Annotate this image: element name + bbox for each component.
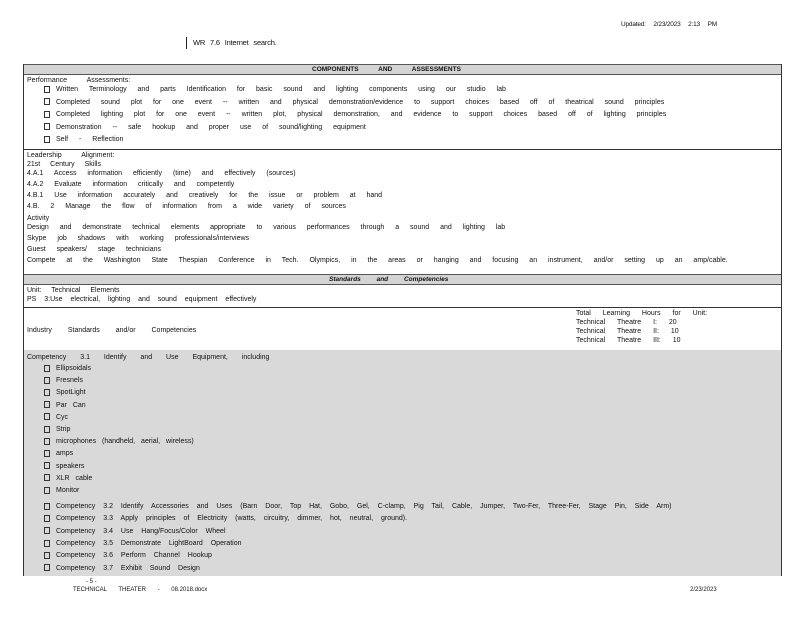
equipment-item-text: microphones (handheld, aerial, wireless) [56,438,194,446]
competency-item [44,514,407,523]
bullet-icon [44,450,50,457]
performance-item-text: Completed lighting plot for one event -- written plot, physical demonstration, and evidence to support choices based off of lighting principles [56,111,667,118]
skill-item [27,191,382,200]
equipment-item [44,437,194,446]
skill-item [27,180,234,189]
performance-item [44,123,366,132]
equipment-item [44,474,92,483]
performance-item-text: Completed sound plot for one event -- written and physical demonstration/evidence to support choices based off of theatrical sound principles [56,98,665,106]
bullet-icon [44,86,50,93]
equipment-item-text: Cyc [56,413,69,421]
competency-item [44,564,200,573]
bullet-icon [44,487,50,494]
equipment-item [44,364,91,373]
industry-label: Industry Standards and/or Competencies [27,327,197,334]
equipment-item-text: Monitor [56,487,80,494]
hours-line [576,309,707,318]
activity-item-text: Design and demonstrate technical elements appropriate to various performances through a sound and lighting lab [27,224,506,231]
competency-item-text: Competency 3.6 Perform Channel Hookup [56,552,212,560]
skills-title: 21st Century Skills [27,161,101,168]
skill-item-text: 4.B. 2 Manage the flow of information from a wide variety of sources [27,203,346,210]
bullet-icon [44,503,50,510]
unit-standard: PS 3:Use electrical, lighting and sound equipment effectively [27,296,257,303]
competency-heading: Competency 3.1 Identify and Use Equipment, including [27,354,270,361]
bullet-icon [44,389,50,396]
competency-item-text: Competency 3.5 Demonstrate LightBoard Operation [56,539,242,547]
bullet-icon [44,365,50,372]
equipment-item-text: speakers [56,462,85,470]
equipment-item-text: Par Can [56,401,86,409]
equipment-item-text: Strip [56,426,71,433]
equipment-item [44,462,84,471]
bullet-icon [44,401,50,408]
competency-item [44,527,226,536]
equipment-item [44,425,70,434]
bullet-icon [44,123,50,130]
skill-item-text: 4.A.2 Evaluate information critically and competently [27,181,235,188]
equipment-item-text: Ellipsoidals [56,365,92,372]
performance-item [44,85,506,94]
hours-line [576,336,681,345]
activity-item [27,234,249,243]
bullet-icon [44,462,50,469]
activity-item-text: Compete at the Washington State Thespian Conference in Tech. Olympics, in the areas or hanging and focusing an instrument, and/or setting up an amp/cable. [27,257,728,264]
competency-item-text: Competency 3.2 Identify Accessories and Uses (Barn Door, Top Hat, Gobo, Gel, C-clamp, Pig Tail, Cable, Jumper, Two-Fer, Three-Fer, Stage Pin, Side Arm) [56,503,672,510]
bullet-icon [44,527,50,534]
bullet-icon [44,474,50,481]
hours-line [576,327,679,336]
page-number: - 5 - [86,579,97,585]
skill-item-text: 4.A.1 Access information efficiently (time) and effectively (sources) [27,170,296,177]
equipment-item [44,413,68,422]
updated-timestamp: Updated: 2/23/2023 2:13 PM [621,21,717,28]
performance-item [44,135,123,144]
skill-item [27,169,296,178]
hours-line-text: Technical Theatre III: 10 [576,337,681,344]
competency-item [44,502,671,511]
equipment-item-text: XLR cable [56,474,93,482]
footer-date: 2/23/2023 [690,587,717,593]
bullet-icon [44,111,50,118]
equipment-item [44,449,73,458]
band-title: COMPONENTS AND ASSESSMENTS [312,66,461,73]
competency-item-text: Competency 3.4 Use Hang/Focus/Color Wheel [56,527,226,535]
bullet-icon [44,552,50,559]
hours-line-text: Total Learning Hours for Unit: [576,310,708,317]
activity-title: Activity [27,215,50,222]
competency-item-text: Competency 3.7 Exhibit Sound Design [56,564,200,572]
performance-item-text: Written Terminology and parts Identification for basic sound and lighting components using our studio lab [56,86,506,93]
bullet-icon [44,438,50,445]
bullet-icon [44,377,50,384]
activity-item-text: Skype job shadows with working professionals/interviews [27,235,250,242]
hours-line-text: Technical Theatre I: 20 [576,319,677,326]
bullet-icon [44,98,50,105]
competency-item [44,539,241,548]
hours-line [576,318,677,327]
activity-item [27,223,505,232]
performance-item [44,110,666,119]
equipment-item [44,388,86,397]
equipment-item [44,376,83,385]
equipment-item-text: Fresnels [56,377,83,385]
divider [24,149,781,150]
skill-item [27,202,346,211]
equipment-item [44,486,79,495]
band-components-assessments [24,64,781,75]
performance-item-text: Self - Reflection [56,136,124,143]
equipment-item-text: amps [56,450,74,458]
wr-line: WR 7.6 Internet search. [186,37,277,49]
competency-item [44,551,212,560]
performance-item [44,98,664,107]
hours-line-text: Technical Theatre II: 10 [576,328,679,335]
unit-line: Unit: Technical Elements [27,287,120,294]
bullet-icon [44,426,50,433]
divider [24,307,781,308]
equipment-item [44,401,86,410]
equipment-item-text: SpotLight [56,389,86,397]
activity-item [27,256,728,265]
band-standards-title: Standards and Competencies [329,276,449,283]
competency-item-text: Competency 3.3 Apply principles of Electricity (watts, circuitry, dimmer, hot, neutral, ground). [56,515,408,523]
bullet-icon [44,413,50,420]
performance-label: Performance Assessments: [27,77,131,84]
band-standards [24,274,781,285]
bullet-icon [44,564,50,571]
activity-item-text: Guest speakers/ stage technicians [27,246,162,253]
footer-doc-name: TECHNICAL THEATER - 08.2018.docx [73,587,208,593]
leadership-label: Leadership Alignment: [27,152,115,159]
bullet-icon [44,540,50,547]
skill-item-text: 4.B.1 Use information accurately and creatively for the issue or problem at hand [27,192,383,199]
activity-item [27,245,161,254]
bullet-icon [44,136,50,143]
performance-item-text: Demonstration -- safe hookup and proper use of sound/lighting equipment [56,123,366,131]
bullet-icon [44,515,50,522]
components-table [23,64,782,576]
